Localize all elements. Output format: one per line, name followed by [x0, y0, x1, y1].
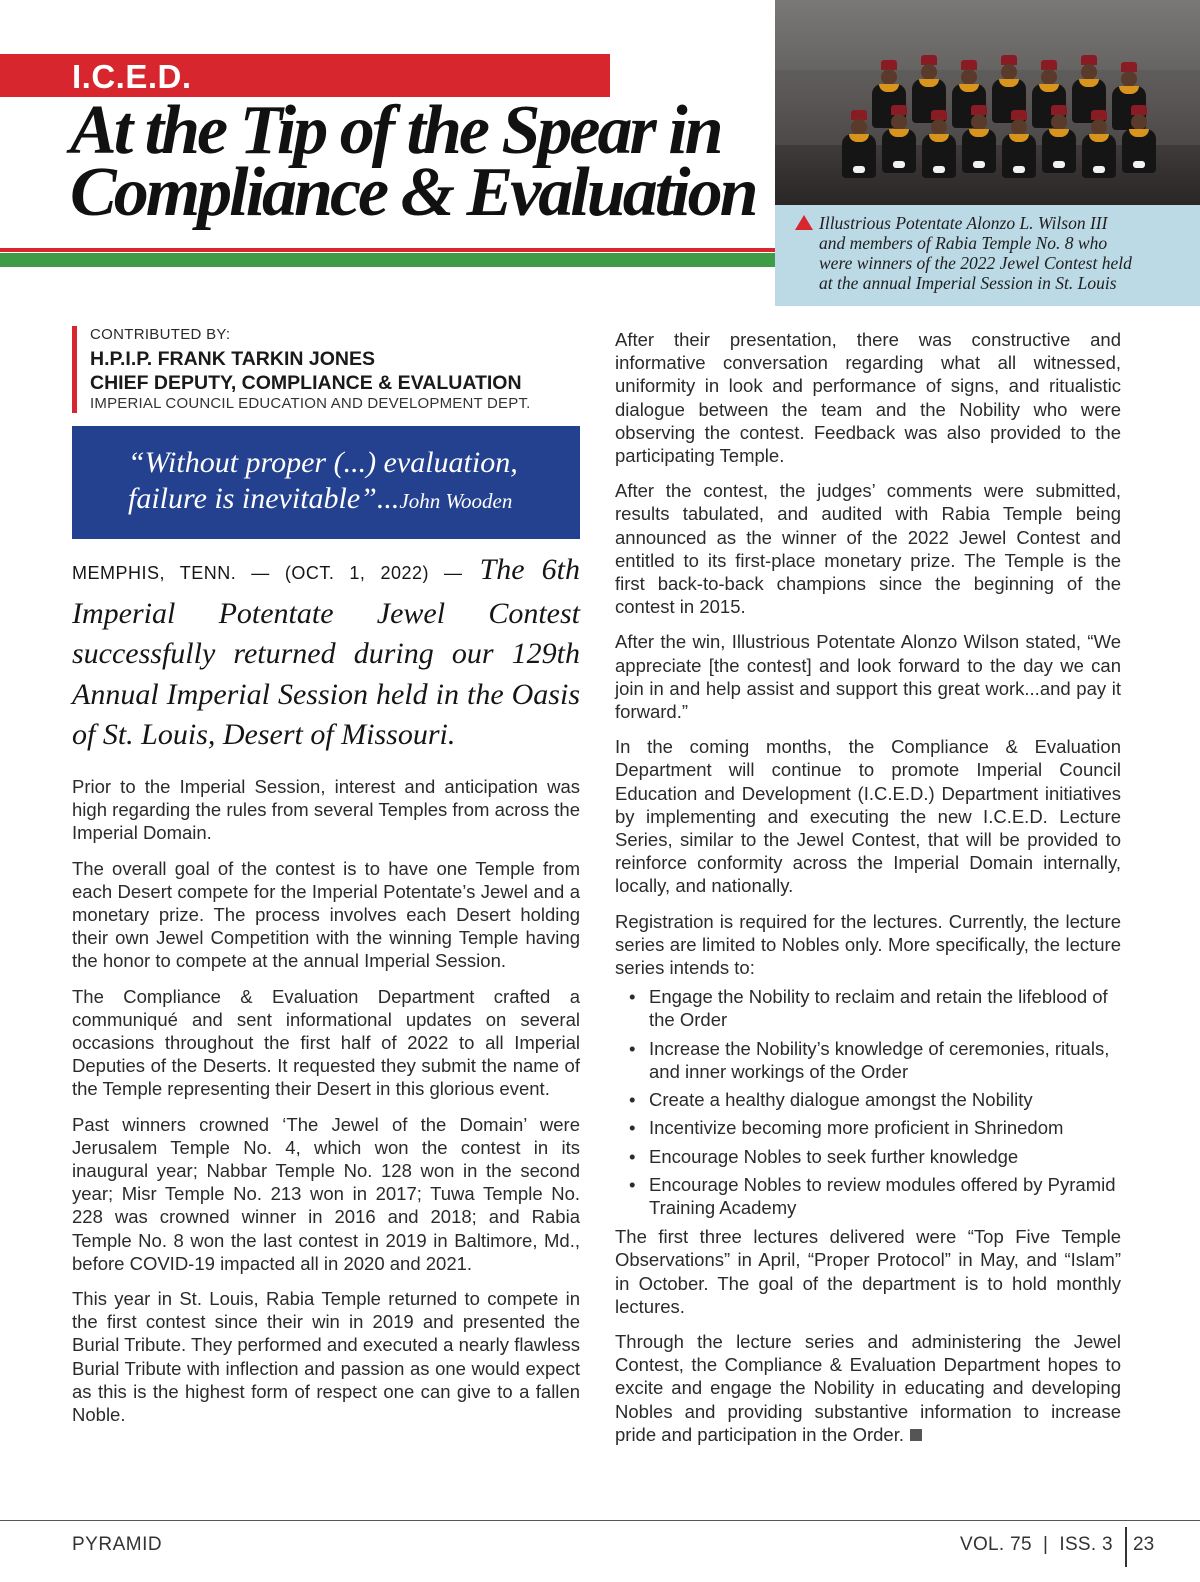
paragraph: Past winners crowned ‘The Jewel of the Domain’ were Jerusalem Temple No. 4, which won the contest in its inaugural year; Nabbar Temple No. 128 won in the second year; Misr Temple No. 213 won in 2017; Tuwa Temple No. 228 was crowned winner in 2016 and 2018; and Rabia Temple No. 8 won the last contest in 2019 in Baltimore, Md., before COVID-19 impacted all in 2020 and 2021.: [72, 1113, 580, 1274]
paragraph: [615, 1330, 1121, 1446]
bullet-icon: •: [629, 1117, 636, 1139]
pull-quote: [72, 426, 580, 539]
header-stripe-red: [0, 248, 785, 252]
photo-person: [840, 110, 878, 180]
photo-person: [880, 105, 918, 175]
publication-name: PYRAMID: [72, 1534, 163, 1555]
author-name: H.P.I.P. FRANK TARKIN JONES: [90, 348, 375, 370]
section-kicker: I.C.E.D.: [72, 58, 192, 95]
paragraph: After the contest, the judges’ comments were submitted, results tabulated, and audited with Rabia Temple being announced as the winner of the 2022 Jewel Contest and entitled to its first-place monetary prize. The Temple is the first back-to-back champions since the beginning of the contest in 2015.: [615, 480, 1121, 618]
lead-text: The 6th Imperial Potentate Jewel Contest successfully returned during our 129th Annual Imperial Session held in the Oasis of St. Louis, Desert of Missouri.: [72, 553, 581, 751]
list-item: [629, 1116, 1121, 1139]
list-item-text: Increase the Nobility’s knowledge of ceremonies, rituals, and inner workings of the Order: [649, 1037, 1110, 1082]
paragraph: The overall goal of the contest is to have one Temple from each Desert compete for the Imperial Potentate’s Jewel and a monetary prize. The process involves each Desert holding their own Jewel Competition with the winning Temple having the honor to compete at the annual Imperial Session.: [72, 857, 580, 972]
list-item-text: Create a healthy dialogue amongst the Nobility: [649, 1089, 1033, 1111]
list-item: [629, 1088, 1121, 1111]
author-department: IMPERIAL COUNCIL EDUCATION AND DEVELOPMENT DEPT.: [90, 395, 531, 412]
quote-author: John Wooden: [399, 489, 513, 513]
caption-line: at the annual Imperial Session in St. Louis: [819, 273, 1117, 293]
body-column-right: [615, 328, 1121, 1458]
goals-list: [629, 985, 1121, 1219]
author-title: CHIEF DEPUTY, COMPLIANCE & EVALUATION: [90, 372, 522, 394]
caption-line: and members of Rabia Temple No. 8 who: [819, 233, 1108, 253]
photo-caption: [775, 205, 1200, 306]
photo-person: [1120, 105, 1158, 175]
photo-person: [1080, 110, 1118, 180]
list-item-text: Encourage Nobles to review modules offered by Pyramid Training Academy: [649, 1173, 1116, 1218]
list-item-text: Incentivize becoming more proficient in Shrinedom: [649, 1117, 1064, 1139]
bullet-icon: •: [629, 1145, 636, 1167]
photo-person: [1040, 105, 1078, 175]
list-item: [629, 1037, 1121, 1083]
closing-text: Through the lecture series and administering the Jewel Contest, the Compliance & Evaluation Department hopes to excite and engage the Nobility in educating and developing Nobles and providing substantive information to increase pride and participation in the Order.: [615, 1330, 1121, 1445]
quote-line-2: [128, 481, 580, 519]
caption-triangle-icon: [795, 215, 813, 230]
quote-text-end: failure is inevitable”...: [128, 482, 400, 515]
list-item-text: Engage the Nobility to reclaim and retain the lifeblood of the Order: [649, 986, 1108, 1031]
headline-line-1: At the Tip of the Spear in: [70, 92, 721, 169]
list-item-text: Encourage Nobles to seek further knowledge: [649, 1145, 1019, 1167]
bullet-icon: •: [629, 986, 636, 1008]
lead-paragraph: [72, 550, 580, 756]
group-photo: [775, 0, 1200, 205]
footer-rule: [0, 1520, 1200, 1521]
header-stripe-green: [0, 253, 785, 267]
bullet-icon: •: [629, 1173, 636, 1195]
photo-person: [1000, 110, 1038, 180]
list-item: [629, 985, 1121, 1031]
paragraph: The Compliance & Evaluation Department crafted a communiqué and sent informational updates on several occasions throughout the first half of 2022 to all Imperial Deputies of the Deserts. It requested they submit the name of the Temple representing their Desert in this glorious event.: [72, 985, 580, 1100]
quote-line-1: “Without proper (...) evaluation,: [128, 446, 518, 479]
byline-label: CONTRIBUTED BY:: [90, 326, 231, 343]
caption-line: Illustrious Potentate Alonzo L. Wilson III: [819, 213, 1108, 233]
paragraph: Registration is required for the lectures. Currently, the lecture series are limited to Nobles only. More specifically, the lecture series intends to:: [615, 910, 1121, 979]
bullet-icon: •: [629, 1037, 636, 1059]
caption-line: were winners of the 2022 Jewel Contest held: [819, 253, 1132, 273]
headline-line-2: Compliance & Evaluation: [70, 154, 756, 231]
paragraph: Prior to the Imperial Session, interest and anticipation was high regarding the rules from several Temples from across the Imperial Domain.: [72, 776, 580, 844]
paragraph: This year in St. Louis, Rabia Temple returned to compete in the first contest since their win in 2019 and presented the Burial Tribute. They performed and executed a nearly flawless Burial Tribute with inflection and passion as one would expect as this is the highest form of respect one can give to a fallen Noble.: [72, 1288, 580, 1426]
paragraph: The first three lectures delivered were “Top Five Temple Observations” in April, “Proper Protocol” in May, and “Islam” in October. The goal of the department is to hold monthly lectures.: [615, 1226, 1121, 1317]
dateline: MEMPHIS, TENN. — (OCT. 1, 2022) —: [72, 563, 463, 583]
volume-issue: VOL. 75 | ISS. 3: [960, 1534, 1113, 1555]
byline: [72, 326, 592, 413]
end-mark-icon: [910, 1429, 922, 1441]
body-column-left: [72, 775, 580, 1438]
list-item: [629, 1173, 1121, 1219]
list-item: [629, 1145, 1121, 1168]
paragraph: In the coming months, the Compliance & Evaluation Department will continue to promote Imperial Council Education and Development (I.C.E.D.) Department initiatives by implementing and executing the new I.C.E.D. Lecture Series, similar to the Jewel Contest, that will be provided to reinforce conformity across the Imperial Domain internally, locally, and nationally.: [615, 736, 1121, 897]
photo-person: [920, 110, 958, 180]
headline: [70, 92, 790, 231]
paragraph: After the win, Illustrious Potentate Alonzo Wilson stated, “We appreciate [the contest] and look forward to the day we can join in and help assist and support this great work...and pay it forward.”: [615, 631, 1121, 723]
paragraph: After their presentation, there was constructive and informative conversation regarding what all witnessed, uniformity in look and performance of signs, and ritualistic dialogue between the team and the Nobility who were observing the contest. Feedback was also provided to the participating Temple.: [615, 329, 1121, 467]
bullet-icon: •: [629, 1089, 636, 1111]
photo-person: [960, 105, 998, 175]
page-number: 23: [1133, 1534, 1155, 1555]
footer-separator: [1125, 1527, 1127, 1567]
